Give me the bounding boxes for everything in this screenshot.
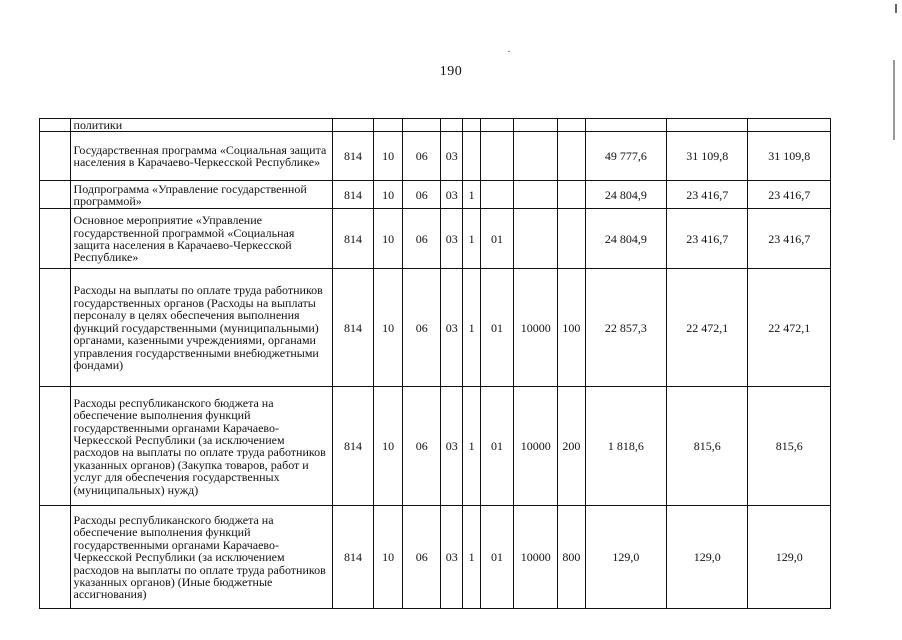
code-main-event: 01	[480, 506, 514, 609]
amount-3	[748, 119, 831, 132]
code-subsection: 06	[403, 269, 441, 387]
item-name: Подпрограмма «Управление государственной программой»	[70, 181, 333, 209]
code-section: 10	[373, 269, 403, 387]
table-row	[40, 506, 831, 609]
amount-1: 24 804,9	[585, 209, 666, 269]
table-row	[40, 387, 831, 506]
code-section	[373, 119, 403, 132]
code-section: 10	[373, 387, 403, 506]
amount-1: 129,0	[585, 506, 666, 609]
code-subsection: 06	[403, 181, 441, 209]
code-program: 03	[441, 132, 463, 181]
row-marker-cell	[40, 387, 71, 506]
budget-table-body	[40, 119, 831, 609]
code-program: 03	[441, 387, 463, 506]
amount-2: 31 109,8	[667, 132, 748, 181]
amount-2: 129,0	[667, 506, 748, 609]
row-marker-cell	[40, 209, 71, 269]
code-program: 03	[441, 269, 463, 387]
code-expense-type	[558, 132, 585, 181]
code-section: 10	[373, 132, 403, 181]
amount-3: 815,6	[748, 387, 831, 506]
table-row	[40, 119, 831, 132]
code-subprogram: 1	[463, 387, 480, 506]
amount-3: 23 416,7	[748, 181, 831, 209]
code-program: 03	[441, 209, 463, 269]
code-subsection	[403, 119, 441, 132]
item-name: Государственная программа «Социальная защита населения в Карачаево-Черкесской Республике»	[70, 132, 333, 181]
code-direction	[514, 119, 558, 132]
code-ministry: 814	[333, 387, 374, 506]
code-subprogram: 1	[463, 209, 480, 269]
code-subprogram	[463, 119, 480, 132]
code-main-event	[480, 119, 514, 132]
code-ministry: 814	[333, 132, 374, 181]
amount-3: 22 472,1	[748, 269, 831, 387]
code-ministry: 814	[333, 269, 374, 387]
amount-3: 23 416,7	[748, 209, 831, 269]
item-name: Расходы на выплаты по оплате труда работников государственных органов (Расходы на выплаты персоналу в целях обеспечения выполнения функций государственными (муниципальными) органами, казенными учреждениями, органами управления государственными внебюджетными фондами)	[70, 269, 333, 387]
code-subsection: 06	[403, 132, 441, 181]
code-ministry	[333, 119, 374, 132]
code-subprogram: 1	[463, 269, 480, 387]
code-main-event: 01	[480, 387, 514, 506]
row-marker-cell	[40, 181, 71, 209]
table-row	[40, 269, 831, 387]
code-expense-type: 100	[558, 269, 585, 387]
amount-1	[585, 119, 666, 132]
code-ministry: 814	[333, 506, 374, 609]
code-expense-type	[558, 209, 585, 269]
row-marker-cell	[40, 119, 71, 132]
code-subsection: 06	[403, 506, 441, 609]
code-main-event	[480, 181, 514, 209]
code-subsection: 06	[403, 387, 441, 506]
amount-2: 22 472,1	[667, 269, 748, 387]
scan-artifact-dot	[508, 51, 510, 52]
code-direction: 10000	[514, 269, 558, 387]
code-main-event	[480, 132, 514, 181]
table-row	[40, 132, 831, 181]
code-main-event: 01	[480, 209, 514, 269]
code-program: 03	[441, 181, 463, 209]
code-program: 03	[441, 506, 463, 609]
code-direction: 10000	[514, 387, 558, 506]
code-main-event: 01	[480, 269, 514, 387]
code-section: 10	[373, 181, 403, 209]
amount-1: 22 857,3	[585, 269, 666, 387]
code-expense-type	[558, 119, 585, 132]
code-direction: 10000	[514, 506, 558, 609]
code-subprogram: 1	[463, 506, 480, 609]
code-direction	[514, 181, 558, 209]
table-row	[40, 181, 831, 209]
code-subprogram: 1	[463, 181, 480, 209]
item-name: Расходы республиканского бюджета на обеспечение выполнения функций государственными органами Карачаево-Черкесской Республики (за исключением расходов на выплаты по оплате труда работников указанных органов) (Иные бюджетные ассигнования)	[70, 506, 333, 609]
amount-1: 49 777,6	[585, 132, 666, 181]
code-expense-type	[558, 181, 585, 209]
item-name: политики	[70, 119, 333, 132]
amount-2	[667, 119, 748, 132]
code-section: 10	[373, 506, 403, 609]
amount-1: 1 818,6	[585, 387, 666, 506]
amount-2: 23 416,7	[667, 181, 748, 209]
page-number: 190	[439, 64, 463, 79]
amount-1: 24 804,9	[585, 181, 666, 209]
item-name: Расходы республиканского бюджета на обеспечение выполнения функций государственными органами Карачаево-Черкесской Республики (за исключением расходов на выплаты по оплате труда работников указанных органов) (Закупка товаров, работ и услуг для обеспечения государственных (муниципальных) нужд)	[70, 387, 333, 506]
code-ministry: 814	[333, 181, 374, 209]
code-section: 10	[373, 209, 403, 269]
table-row	[40, 209, 831, 269]
row-marker-cell	[40, 506, 71, 609]
code-ministry: 814	[333, 209, 374, 269]
row-marker-cell	[40, 132, 71, 181]
item-name: Основное мероприятие «Управление государственной программой «Социальная защита населения в Карачаево-Черкесской Республике»	[70, 209, 333, 269]
code-program	[441, 119, 463, 132]
row-marker-cell	[40, 269, 71, 387]
amount-3: 31 109,8	[748, 132, 831, 181]
budget-table	[39, 118, 831, 609]
code-expense-type: 800	[558, 506, 585, 609]
code-expense-type: 200	[558, 387, 585, 506]
code-direction	[514, 209, 558, 269]
amount-3: 129,0	[748, 506, 831, 609]
code-subsection: 06	[403, 209, 441, 269]
code-subprogram	[463, 132, 480, 181]
amount-2: 23 416,7	[667, 209, 748, 269]
scan-artifact-mark	[895, 4, 897, 13]
amount-2: 815,6	[667, 387, 748, 506]
code-direction	[514, 132, 558, 181]
